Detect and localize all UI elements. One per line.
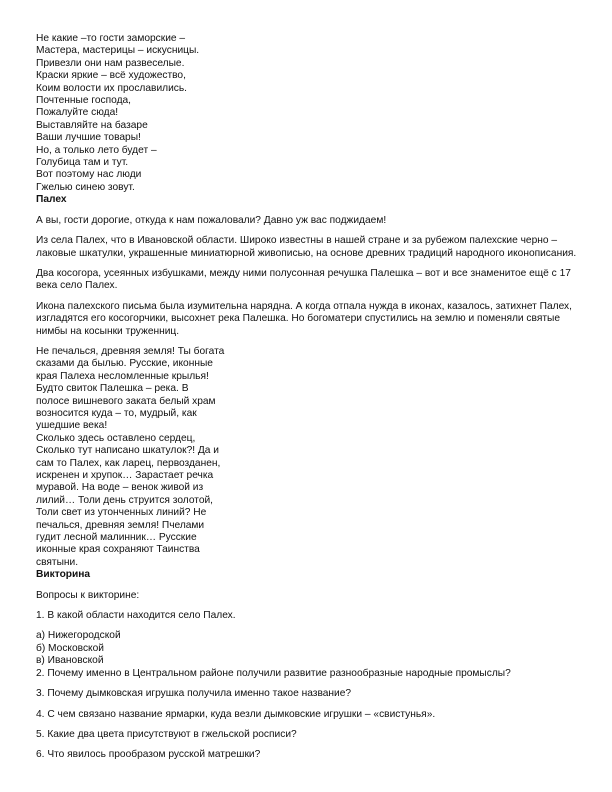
palekh-paragraphs	[36, 215, 584, 338]
poem-line: лилий… Толи день струится золотой,	[36, 494, 214, 506]
poem-line: святыни.	[36, 556, 79, 568]
poem-line: Голубица там и тут.	[36, 157, 129, 169]
poem-line: Вот поэтому нас люди	[36, 169, 142, 181]
quiz-option: а) Нижегородской	[36, 630, 121, 642]
paragraph-line: лаковые шкатулки, украшенные миниатюрной живописью, на основе древних традиций народного иконописания.	[36, 247, 577, 259]
poem-line: Будто свиток Палешка – река. В	[36, 383, 189, 395]
paragraph-line: века село Палех.	[36, 280, 118, 292]
paragraph-line: Два косогора, усеянных избушками, между ними полусонная речушка Палешка – вот и все знаменитое ещё с 17	[36, 267, 571, 279]
paragraph-line: Икона палехского письма была изумительна нарядна. А когда отпала нужда в иконах, казалось, затихнет Палех,	[36, 300, 572, 312]
poem-line: гудит лесной малинник… Русские	[36, 532, 197, 544]
poem-line: Не какие –то гости заморские –	[36, 33, 186, 44]
paragraph	[36, 215, 584, 227]
poem-line: Мастера, мастерицы – искусницы.	[36, 45, 200, 57]
poem-line: Сколько тут написано шкатулок?! Да и	[36, 445, 219, 457]
section-heading-quiz: Викторина	[36, 569, 91, 581]
poem-line: Пожалуйте сюда!	[36, 107, 119, 119]
paragraph-line: Из села Палех, что в Ивановской области. Широко известны в нашей стране и за рубежом палехские черно –	[36, 235, 558, 247]
poem-line: края Палеха несломленные крылья!	[36, 370, 209, 382]
paragraph-line: А вы, гости дорогие, откуда к нам пожаловали? Давно уж вас поджидаем!	[36, 214, 387, 226]
section-heading-palekh: Палех	[36, 194, 67, 206]
quiz-question: 3. Почему дымковская игрушка получила именно такое название?	[36, 688, 352, 700]
quiz-question: 4. С чем связано название ярмарки, куда везли дымковские игрушки – «свистунья».	[36, 708, 436, 720]
poem-line: сказами да былью. Русские, иконные	[36, 358, 213, 370]
quiz-question: 5. Какие два цвета присутствуют в гжельской росписи?	[36, 728, 297, 740]
poem-line: Краски яркие – всё художество,	[36, 70, 186, 82]
poem-line: возносится куда – то, мудрый, как	[36, 407, 197, 419]
poem-line: полосе вишневого заката белый храм	[36, 395, 216, 407]
quiz-intro: Вопросы к викторине:	[36, 589, 140, 601]
quiz-question-2: 2. Почему именно в Центральном районе получили развитие разнообразные народные промыслы?	[36, 667, 511, 679]
paragraph-line: нимбы на косынки труженниц.	[36, 325, 180, 337]
poem-line: Привезли они нам развеселые.	[36, 57, 185, 69]
poem-line: Почтенные господа,	[36, 95, 132, 107]
poem-line: иконные края сохраняют Таинства	[36, 544, 200, 556]
poem-line: Не печалься, древняя земля! Ты богата	[36, 345, 225, 357]
poem-line: ушедшие века!	[36, 420, 108, 432]
poem-gzhel	[36, 33, 584, 194]
poem-line: Выставляйте на базаре	[36, 119, 148, 131]
poem-line: искренен и хрупок… Зарастает речка	[36, 470, 214, 481]
poem-line: Коим волости их прославились.	[36, 82, 188, 94]
poem-line: Гжелью синею зовут.	[36, 181, 135, 193]
poem-line: сам то Палех, как ларец, первозданен,	[36, 457, 221, 469]
poem-line: муравой. На воде – венок живой из	[36, 482, 204, 494]
quiz-option: в) Ивановской	[36, 655, 104, 667]
paragraph	[36, 301, 584, 338]
poem-line: Толи свет из утонченных линий? Не	[36, 507, 207, 519]
paragraph	[36, 268, 584, 293]
document-content	[36, 33, 584, 762]
quiz-options	[36, 630, 584, 667]
paragraph-line: изгладятся его косогорчики, высохнет река Палешка. Но богоматери спустились на землю и поменяли святые	[36, 313, 560, 325]
quiz-question: 6. Что явилось прообразом русской матрешки?	[36, 749, 261, 761]
quiz-question-1: 1. В какой области находится село Палех.	[36, 610, 236, 622]
poem-line: Ваши лучшие товары!	[36, 132, 141, 144]
poem-palekh	[36, 346, 584, 569]
poem-line: Но, а только лето будет –	[36, 144, 157, 156]
quiz-questions	[36, 688, 584, 762]
paragraph	[36, 235, 584, 260]
poem-line: печалься, древняя земля! Пчелами	[36, 519, 205, 531]
poem-line: Сколько здесь оставлено сердец,	[36, 432, 196, 444]
quiz-option: б) Московской	[36, 642, 104, 654]
